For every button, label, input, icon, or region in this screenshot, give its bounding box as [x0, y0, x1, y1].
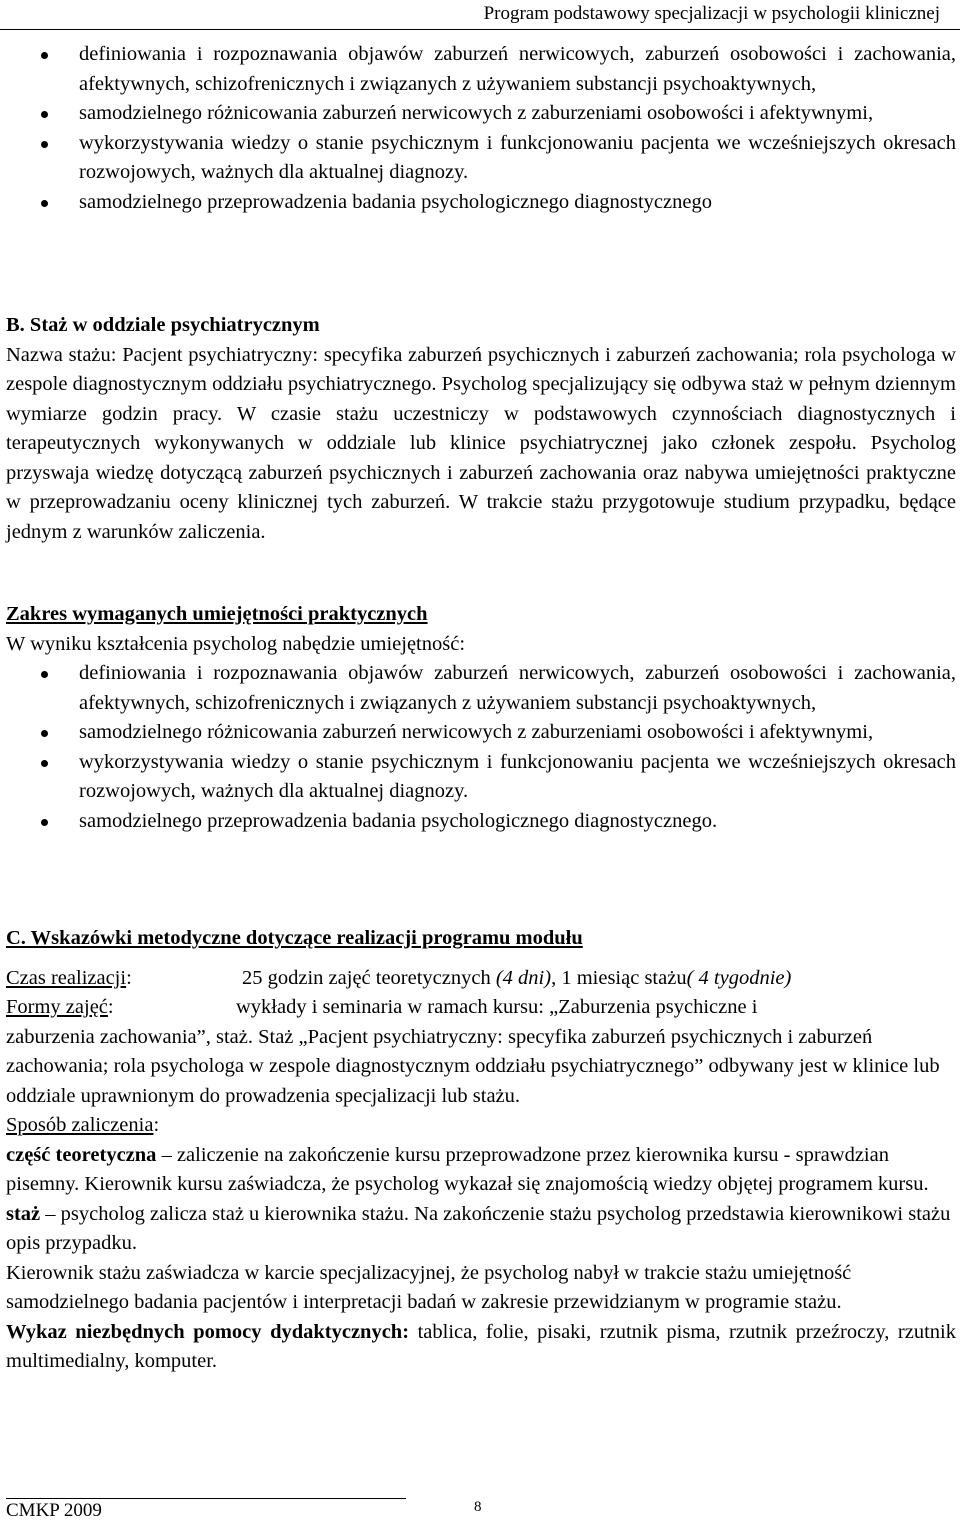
page-footer [0, 1484, 960, 1525]
skills-list [6, 659, 956, 836]
top-bullet-list [6, 40, 956, 217]
bullet-icon [41, 111, 48, 118]
forms-row [6, 993, 956, 1023]
page-header [0, 0, 960, 32]
internship-label: staż [6, 1202, 41, 1225]
bullet-icon [41, 200, 48, 207]
theory-paragraph: część teoretyczna – zaliczenie na zakończenie kursu przeprowadzone przez kierownika kursu - sprawdzian pisemny. Kierownik kursu zaświadcza, że psycholog wykazał się znajomością wiedzy objętej programem kursu. [6, 1143, 929, 1195]
skills-intro: W wyniku kształcenia psycholog nabędzie umiejętność: [6, 632, 466, 655]
section-c [6, 924, 956, 1377]
section-c-heading: C. Wskazówki metodyczne dotyczące realizacji programu modułu [6, 927, 583, 949]
assessment-label-line: Sposób zaliczenia: [6, 1114, 160, 1136]
list-item: samodzielnego różnicowania zaburzeń nerwicowych z zaburzeniami osobowości i afektywnymi, [6, 718, 956, 748]
list-item: definiowania i rozpoznawania objawów zaburzeń nerwicowych, zaburzeń osobowości i zachowania, afektywnych, schizofrenicznych i związanych z używaniem substancji psychoaktywnych, [6, 659, 956, 718]
section-b [6, 311, 956, 547]
list-item: samodzielnego przeprowadzenia badania psychologicznego diagnostycznego. [6, 807, 956, 837]
header-rule [0, 29, 960, 30]
section-b-heading: B. Staż w oddziale psychiatrycznym [6, 314, 320, 336]
supervisor-paragraph: Kierownik stażu zaświadcza w karcie specjalizacyjnej, że psycholog nabył w trakcie stażu umiejętność samodzielnego badania pacjentów i interpretacji badań w zakresie przewidzianym w programie stażu. [6, 1261, 852, 1313]
header-title: Program podstawowy specjalizacji w psychologii klinicznej [483, 3, 940, 24]
bullet-icon [41, 671, 48, 678]
page-number: 8 [474, 1499, 482, 1515]
bullet-icon [41, 730, 48, 737]
skills-heading: Zakres wymaganych umiejętności praktycznych [6, 603, 428, 625]
forms-label: Formy zajęć: [6, 996, 114, 1018]
teaching-aids-paragraph: Wykaz niezbędnych pomocy dydaktycznych: tablica, folie, pisaki, rzutnik pisma, rzutnik przeźroczy, rzutnik multimedialny, komputer. [6, 1320, 956, 1372]
theory-label: część teoretyczna [6, 1143, 157, 1166]
bullet-icon [41, 52, 48, 59]
top-bullet-section [6, 40, 956, 217]
duration-row [6, 964, 956, 994]
list-item: wykorzystywania wiedzy o stanie psychicznym i funkcjonowaniu pacjenta we wcześniejszych okresach rozwojowych, ważnych dla aktualnej diagnozy. [6, 748, 956, 807]
duration-value: 25 godzin zajęć teoretycznych (4 dni), 1 miesiąc stażu( 4 tygodnie) [242, 966, 792, 989]
duration-label: Czas realizacji: [6, 966, 132, 989]
section-b-paragraph: Nazwa stażu: Pacjent psychiatryczny: specyfika zaburzeń psychicznych i zaburzeń zachowania; rola psychologa w zespole diagnostycznym oddziału psychiatrycznego. Psycholog specjalizujący się odbywa staż w pełnym dziennym wymiarze godzin pracy. W czasie stażu uczestniczy w podstawowych czynnościach diagnostycznych i terapeutycznych wykonywanych w oddziale lub klinice psychiatrycznej jako członek zespołu. Psycholog przyswaja wiedzę dotyczącą zaburzeń psychicznych i zaburzeń zachowania oraz nabywa umiejętności praktyczne w przeprowadzaniu oceny klinicznej tych zaburzeń. W trakcie stażu przygotowuje studium przypadku, będące jednym z warunków zaliczenia. [6, 343, 956, 543]
assessment-label: Sposób zaliczenia [6, 1114, 154, 1136]
list-item: samodzielnego przeprowadzenia badania psychologicznego diagnostycznego [6, 188, 956, 218]
list-item: wykorzystywania wiedzy o stanie psychicznym i funkcjonowaniu pacjenta we wcześniejszych okresach rozwojowych, ważnych dla aktualnej diagnozy. [6, 129, 956, 188]
forms-value-rest: zaburzenia zachowania”, staż. Staż „Pacjent psychiatryczny: specyfika zaburzeń psychicznych i zaburzeń zachowania; rola psychologa w zespole diagnostycznym oddziału psychiatrycznego” odbywany jest w klinice lub oddziale uprawnionym do prowadzenia specjalizacji lub stażu. [6, 1025, 940, 1107]
section-skills [6, 600, 956, 836]
list-item: definiowania i rozpoznawania objawów zaburzeń nerwicowych, zaburzeń osobowości i zachowania, afektywnych, schizofrenicznych i związanych z używaniem substancji psychoaktywnych, [6, 40, 956, 99]
teaching-aids-label: Wykaz niezbędnych pomocy dydaktycznych: [6, 1320, 410, 1343]
footer-org: CMKP 2009 [6, 1500, 102, 1521]
internship-paragraph: staż – psycholog zalicza staż u kierownika stażu. Na zakończenie stażu psycholog przedstawia kierownikowi stażu opis przypadku. [6, 1202, 951, 1254]
list-item: samodzielnego różnicowania zaburzeń nerwicowych z zaburzeniami osobowości i afektywnymi, [6, 99, 956, 129]
bullet-icon [41, 141, 48, 148]
bullet-icon [41, 819, 48, 826]
footer-rule [6, 1498, 406, 1499]
bullet-icon [41, 760, 48, 767]
forms-value-first: wykłady i seminaria w ramach kursu: „Zaburzenia psychiczne i [236, 996, 758, 1018]
